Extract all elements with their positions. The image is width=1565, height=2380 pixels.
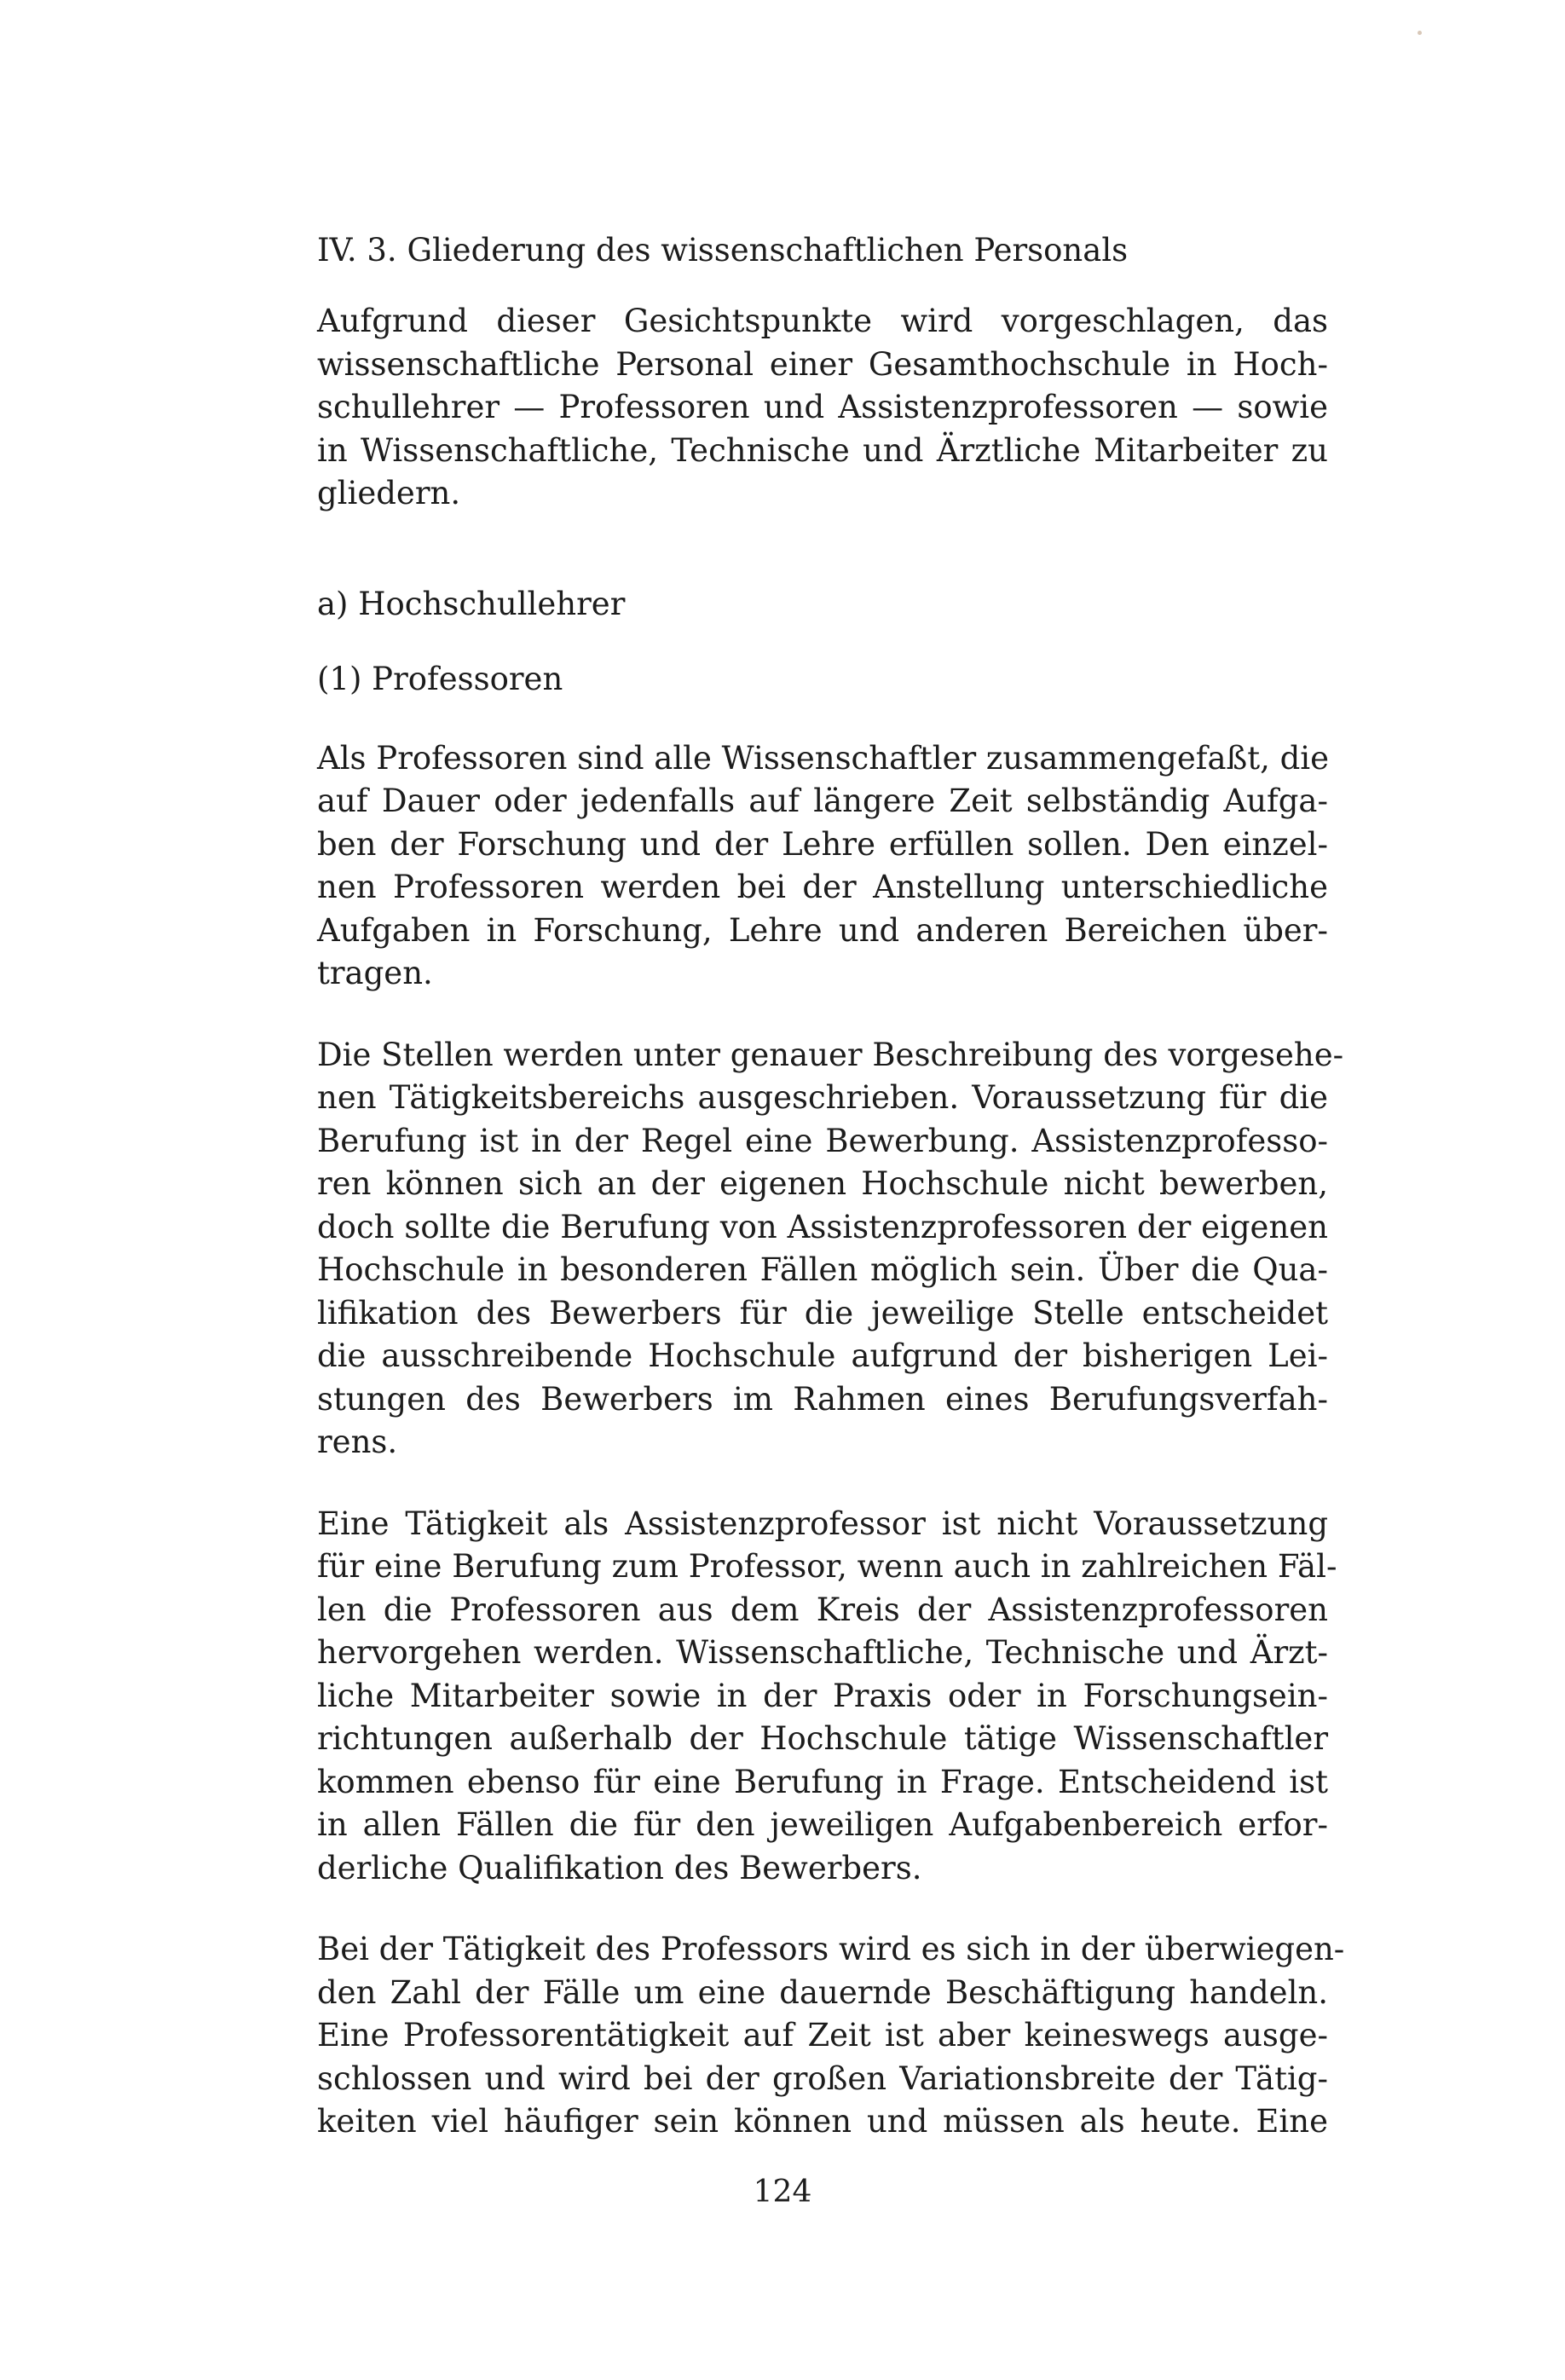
section-heading: IV. 3. Gliederung des wissenschaftlichen Personals [317,232,1129,269]
paragraph-1 [317,737,1328,996]
text-line: schlossen und wird bei der großen Variationsbreite der Tätig- [317,2059,1328,2097]
text-line: in allen Fällen die für den jeweiligen Aufgabenbereich erfor- [317,1806,1328,1843]
text-line: wissenschaftliche Personal einer Gesamthochschule in Hoch- [317,345,1328,383]
text-line: Aufgrund dieser Gesichtspunkte wird vorgeschlagen, das [317,303,1328,339]
text-line: richtungen außerhalb der Hochschule tätige Wissenschaftler [317,1720,1328,1757]
text-line: Als Professoren sind alle Wissenschaftler zusammengefaßt, die [317,739,1330,777]
text-line: gliedern. [317,475,461,511]
text-line: Bei der Tätigkeit des Professors wird es sich in der überwiegen- [317,1931,1345,1967]
text-line: nen Professoren werden bei der Anstellung unterschiedliche [317,869,1328,905]
text-line: Aufgaben in Forschung, Lehre und anderen Bereichen über- [317,911,1328,949]
text-line: derliche Qualifikation des Bewerbers. [317,1849,922,1886]
text-line: Eine Tätigkeit als Assistenzprofessor ist nicht Voraussetzung [317,1505,1328,1542]
text-line: auf Dauer oder jedenfalls auf längere Zeit selbständig Aufga- [317,783,1328,819]
text-line: für eine Berufung zum Professor, wenn auch in zahlreichen Fäl- [317,1548,1337,1585]
paragraph-4 [317,1928,1345,2144]
text-line: stungen des Bewerbers im Rahmen eines Berufungsverfah- [317,1380,1328,1418]
text-line: schullehrer — Professoren und Assistenzprofessoren — sowie [317,389,1328,425]
paragraph-2 [317,1034,1344,1464]
paragraph-3 [317,1503,1337,1891]
text-line: die ausschreibende Hochschule aufgrund der bisherigen Lei- [317,1337,1328,1374]
text-line: den Zahl der Fälle um eine dauernde Beschäftigung handeln. [317,1973,1328,2011]
text-line: tragen. [317,955,433,991]
intro-paragraph [317,300,1328,516]
text-block [317,228,1345,2144]
text-line: Eine Professorentätigkeit auf Zeit ist aber keineswegs ausge- [317,2017,1328,2054]
text-line: hervorgehen werden. Wissenschaftliche, Technische und Ärzt- [317,1634,1328,1671]
text-line: lifikation des Bewerbers für die jeweilige Stelle entscheidet [317,1294,1328,1332]
text-line: ben der Forschung und der Lehre erfüllen sollen. Den einzel- [317,825,1328,863]
text-line: Die Stellen werden unter genauer Beschreibung des vorgesehe- [317,1036,1344,1073]
text-line: keiten viel häufiger sein können und müssen als heute. Eine [317,2103,1328,2140]
text-line: len die Professoren aus dem Kreis der Assistenzprofessoren [317,1591,1328,1628]
page-number: 124 [753,2175,812,2210]
text-line: doch sollte die Berufung von Assistenzprofessoren der eigenen [317,1208,1328,1245]
text-line: rens. [317,1424,398,1460]
text-line: Hochschule in besonderen Fällen möglich sein. Über die Qua- [317,1251,1328,1288]
subheading-professoren: (1) Professoren [317,660,563,697]
text-line: in Wissenschaftliche, Technische und Ärztliche Mitarbeiter zu [317,431,1328,469]
text-line: liche Mitarbeiter sowie in der Praxis oder in Forschungsein- [317,1677,1328,1714]
subheading-hochschullehrer: a) Hochschullehrer [317,585,626,622]
text-line: ren können sich an der eigenen Hochschule nicht bewerben, [317,1165,1328,1202]
text-line: kommen ebenso für eine Berufung in Frage. Entscheidend ist [317,1763,1328,1800]
text-line: nen Tätigkeitsbereichs ausgeschrieben. Voraussetzung für die [317,1079,1328,1116]
paper-speck [1418,31,1422,35]
text-line: Berufung ist in der Regel eine Bewerbung. Assistenzprofesso- [317,1122,1328,1159]
